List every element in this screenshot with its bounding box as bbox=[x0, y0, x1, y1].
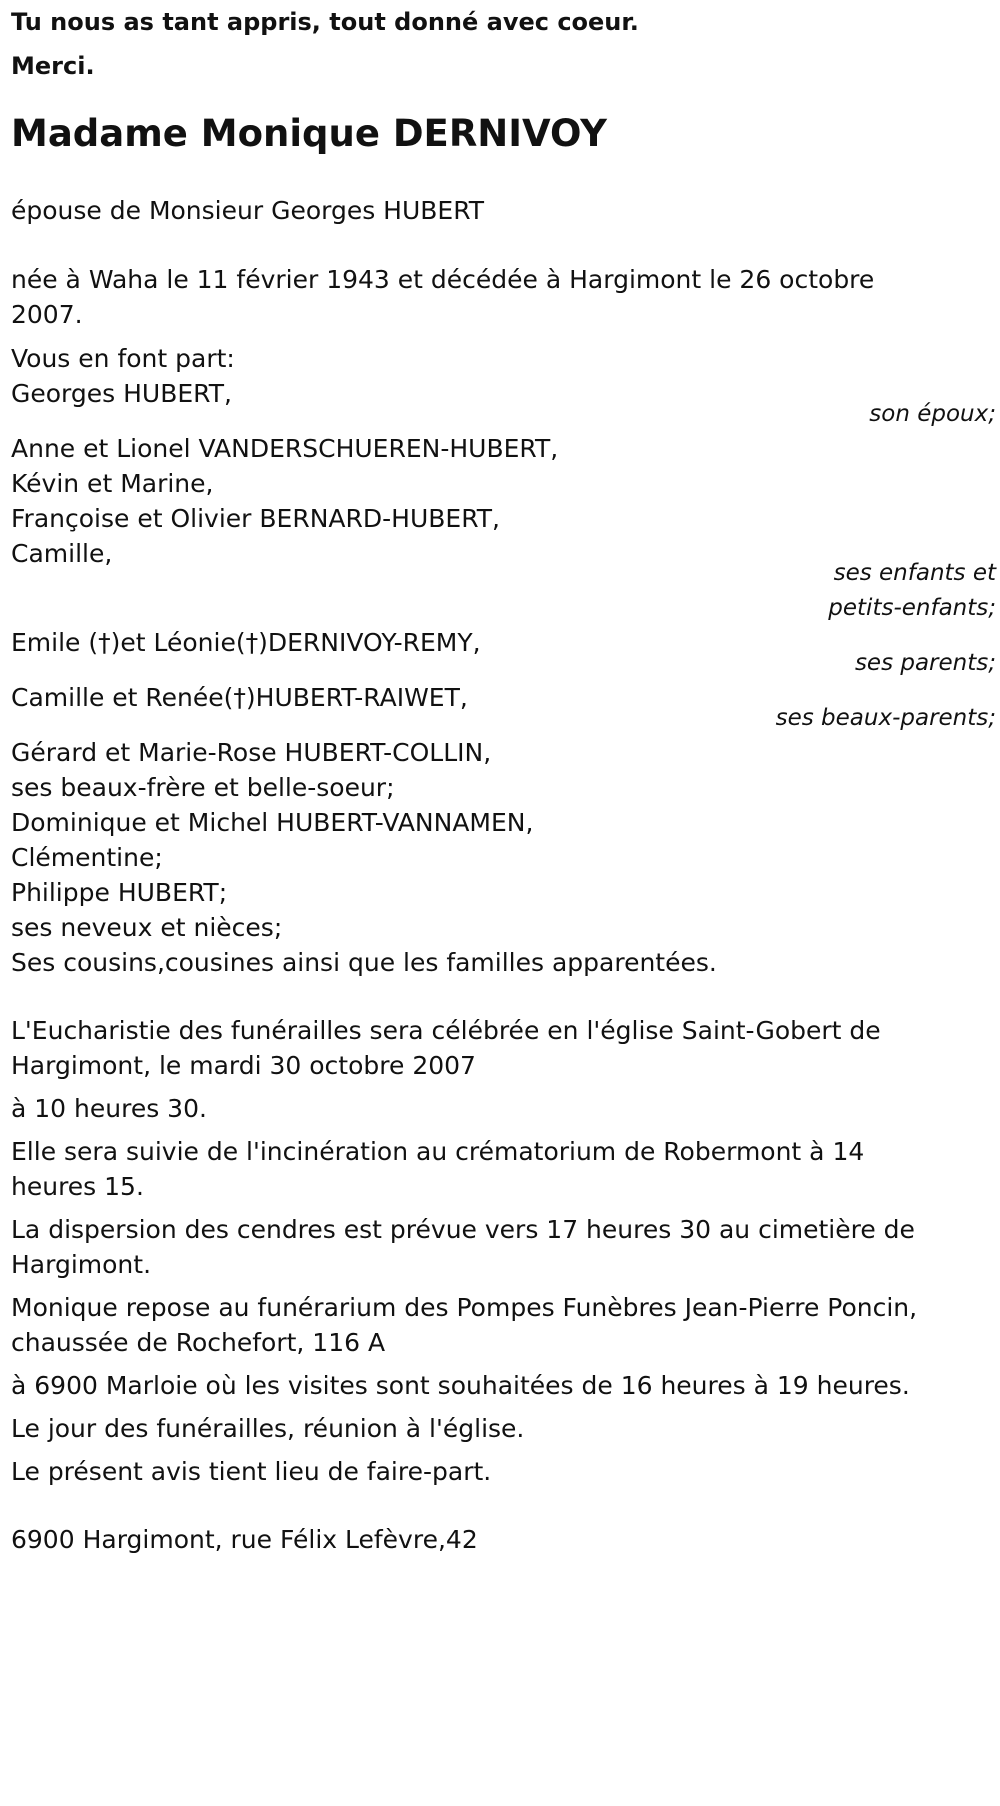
husband-role: son époux; bbox=[869, 401, 996, 427]
ceremony-line: Le jour des funérailles, réunion à l'église. bbox=[11, 1414, 525, 1443]
ceremony-line: L'Eucharistie des funérailles sera célébrée en l'église Saint-Gobert de bbox=[11, 1016, 881, 1045]
epigraph-line-2: Merci. bbox=[11, 52, 95, 80]
parents-role: ses parents; bbox=[854, 650, 996, 676]
birth-death-line-1: née à Waha le 11 février 1943 et décédée à Hargimont le 26 octobre bbox=[11, 265, 875, 294]
ceremony-line: Elle sera suivie de l'incinération au crématorium de Robermont à 14 bbox=[11, 1137, 865, 1166]
children-line: Kévin et Marine, bbox=[11, 469, 214, 498]
children-role-line-2: petits-enfants; bbox=[828, 595, 996, 621]
relatives-line: Dominique et Michel HUBERT-VANNAMEN, bbox=[11, 808, 534, 837]
parents-name: Emile (†)et Léonie(†)DERNIVOY-REMY, bbox=[11, 628, 481, 657]
husband-name: Georges HUBERT, bbox=[11, 379, 232, 408]
ceremony-line: Monique repose au funérarium des Pompes Funèbres Jean-Pierre Poncin, bbox=[11, 1293, 918, 1322]
address-line: 6900 Hargimont, rue Félix Lefèvre,42 bbox=[11, 1525, 478, 1554]
children-line: Françoise et Olivier BERNARD-HUBERT, bbox=[11, 504, 500, 533]
ceremony-line: heures 15. bbox=[11, 1172, 144, 1201]
spouse-line: épouse de Monsieur Georges HUBERT bbox=[11, 196, 485, 225]
ceremony-line: à 10 heures 30. bbox=[11, 1094, 207, 1123]
relatives-line: Philippe HUBERT; bbox=[11, 878, 228, 907]
deceased-name: Madame Monique DERNIVOY bbox=[11, 112, 607, 155]
relatives-line: Gérard et Marie-Rose HUBERT-COLLIN, bbox=[11, 738, 492, 767]
children-role-line-1: ses enfants et bbox=[833, 560, 996, 586]
ceremony-line: Hargimont, le mardi 30 octobre 2007 bbox=[11, 1051, 476, 1080]
announce-line: Vous en font part: bbox=[11, 344, 235, 373]
ceremony-line: Le présent avis tient lieu de faire-part. bbox=[11, 1457, 492, 1486]
children-line: Anne et Lionel VANDERSCHUEREN-HUBERT, bbox=[11, 434, 559, 463]
relatives-line: Ses cousins,cousines ainsi que les familles apparentées. bbox=[11, 948, 717, 977]
relatives-line: ses beaux-frère et belle-soeur; bbox=[11, 773, 395, 802]
ceremony-line: La dispersion des cendres est prévue vers 17 heures 30 au cimetière de bbox=[11, 1215, 915, 1244]
birth-death-line-2: 2007. bbox=[11, 300, 83, 329]
relatives-line: ses neveux et nièces; bbox=[11, 913, 283, 942]
ceremony-line: Hargimont. bbox=[11, 1250, 152, 1279]
relatives-line: Clémentine; bbox=[11, 843, 163, 872]
children-line: Camille, bbox=[11, 539, 113, 568]
ceremony-line: chaussée de Rochefort, 116 A bbox=[11, 1328, 386, 1357]
epigraph-line-1: Tu nous as tant appris, tout donné avec coeur. bbox=[11, 8, 639, 36]
in-laws-role: ses beaux-parents; bbox=[775, 705, 996, 731]
in-laws-name: Camille et Renée(†)HUBERT-RAIWET, bbox=[11, 683, 468, 712]
ceremony-line: à 6900 Marloie où les visites sont souhaitées de 16 heures à 19 heures. bbox=[11, 1371, 910, 1400]
